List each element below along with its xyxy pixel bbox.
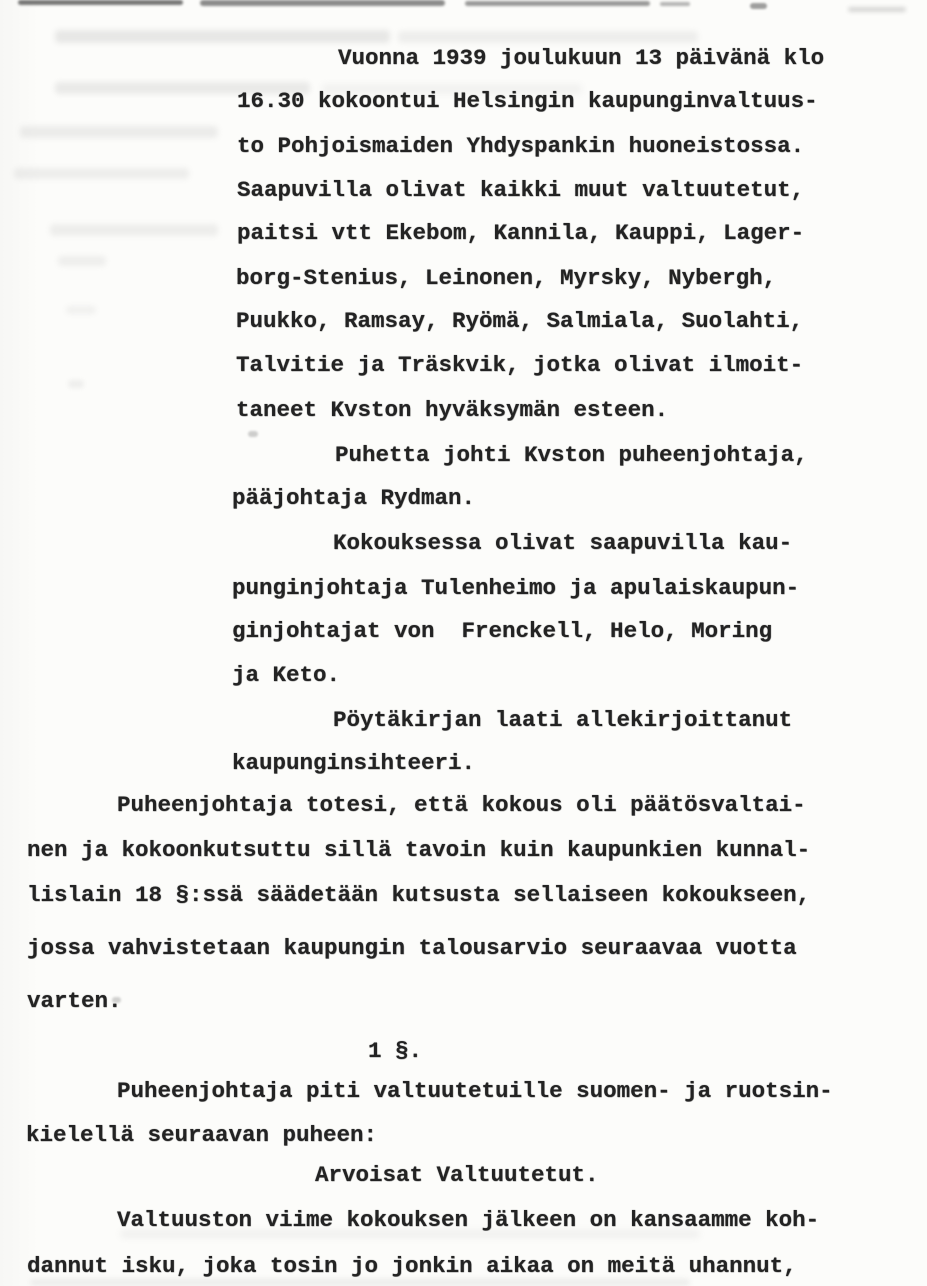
text-line: 1 §. [368,1038,423,1064]
text-line: Puheenjohtaja piti valtuutetuille suomen- ja ruotsin- [117,1078,833,1104]
text-line: borg-Stenius, Leinonen, Myrsky, Nybergh, [236,265,777,291]
text-line: 16.30 kokoontui Helsingin kaupunginvaltuus- [237,88,818,114]
text-line: ginjohtajat von Frenckell, Helo, Moring [232,618,773,644]
text-line: nen ja kokoonkutsuttu sillä tavoin kuin kaupunkien kunnal- [27,837,811,863]
text-line: Puheenjohtaja totesi, että kokous oli päätösvaltai- [117,792,806,818]
text-line: Saapuvilla olivat kaikki muut valtuutetut, [237,177,805,203]
text-line: Puhetta johti Kvston puheenjohtaja, [335,442,808,468]
text-line: to Pohjoismaiden Yhdyspankin huoneistossa. [237,133,805,159]
text-line: kielellä seuraavan puheen: [26,1122,378,1148]
text-line: Kokouksessa olivat saapuvilla kau- [333,530,793,556]
text-line: dannut isku, joka tosin jo jonkin aikaa on meitä uhannut, [27,1253,797,1279]
text-line: lislain 18 §:ssä säädetään kutsusta sellaiseen kokoukseen, [27,882,811,908]
text-line: jossa vahvistetaan kaupungin talousarvio seuraavaa vuotta [27,935,797,961]
text-line: Vuonna 1939 joulukuun 13 päivänä klo [338,45,825,71]
text-line: Arvoisat Valtuutetut. [315,1162,599,1188]
text-line: varten. [27,988,122,1014]
text-line: taneet Kvston hyväksymän esteen. [236,397,669,423]
text-line: Talvitie ja Träskvik, jotka olivat ilmoit- [236,352,804,378]
text-line: punginjohtaja Tulenheimo ja apulaiskaupun- [232,575,800,601]
text-line: Valtuuston viime kokouksen jälkeen on kansaamme koh- [117,1207,820,1233]
text-line: pääjohtaja Rydman. [232,485,476,511]
text-line: kaupunginsihteeri. [232,750,476,776]
text-line: paitsi vtt Ekebom, Kannila, Kauppi, Lager- [237,220,805,246]
text-line: Puukko, Ramsay, Ryömä, Salmiala, Suolahti, [236,308,804,334]
text-line: ja Keto. [232,662,341,688]
text-line: Pöytäkirjan laati allekirjoittanut [333,707,793,733]
